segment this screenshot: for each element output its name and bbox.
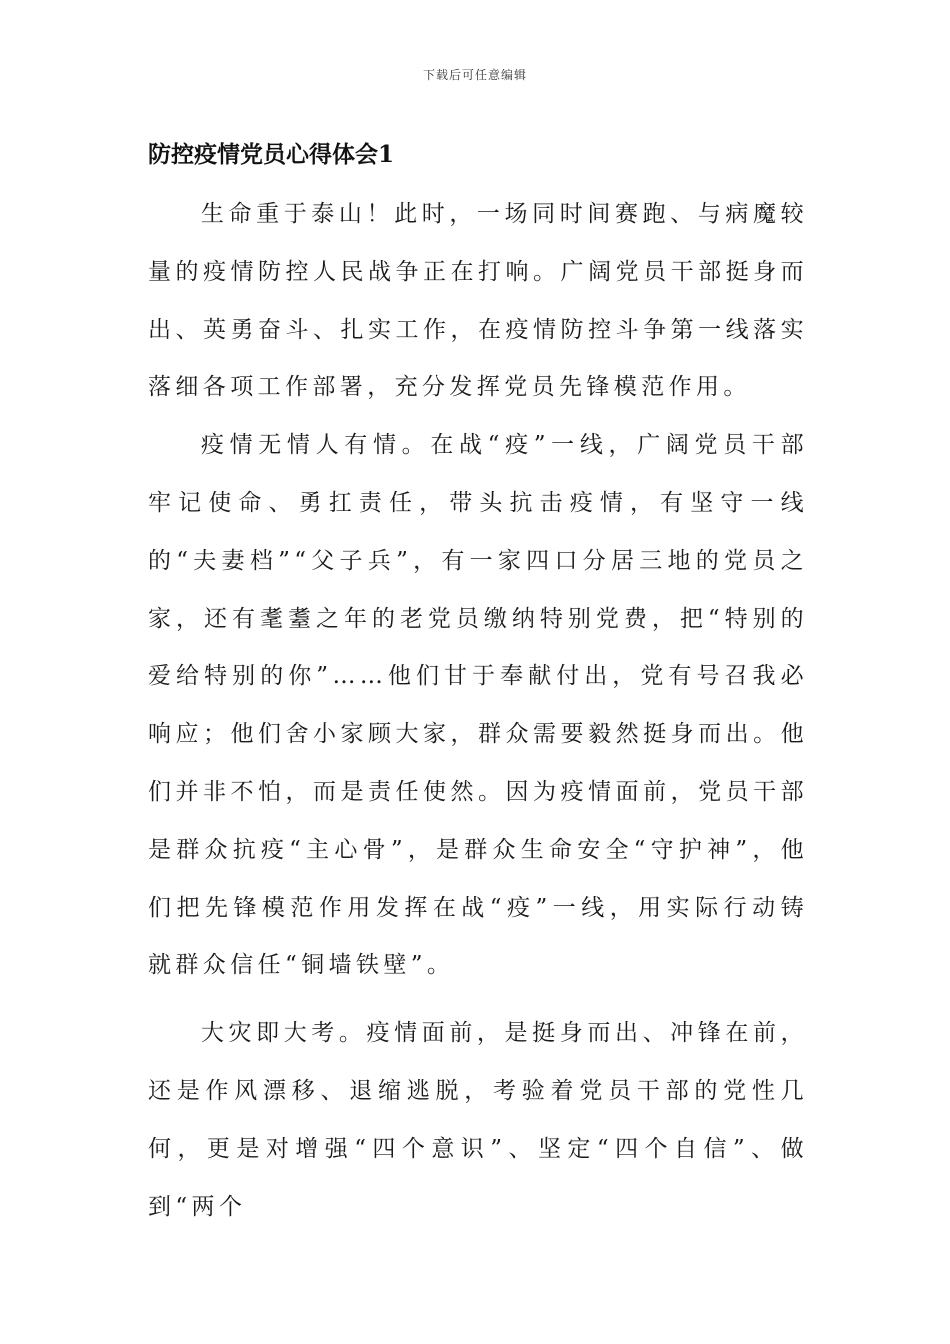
paragraph-3: 大灾即大考。疫情面前，是挺身而出、冲锋在前，还是作风漂移、退缩逃脱，考验着党员干部的党性几何，更是对增强“四个意识”、坚定“四个自信”、做到“两个 [148, 1020, 808, 1220]
paragraph-2: 疫情无情人有情。在战“疫”一线，广阔党员干部牢记使命、勇扛责任，带头抗击疫情，有坚守一线的“夫妻档”“父子兵”，有一家四口分居三地的党员之家，还有耄耋之年的老党员缴纳特别党费，把“特别的爱给特别的你”……他们甘于奉献付出，党有号召我必响应；他们舍小家顾大家，群众需要毅然挺身而出。他们并非不怕，而是责任使然。因为疫情面前，党员干部是群众抗疫“主心骨”，是群众生命安全“守护神”，他们把先锋模范作用发挥在战“疫”一线，用实际行动铸就群众信任“铜墙铁壁”。 [148, 432, 808, 979]
header-note: 下载后可任意编辑 [422, 68, 527, 82]
document-body [148, 186, 808, 1236]
document-title: 防控疫情党员心得体会1 [148, 141, 395, 168]
paragraph-1: 生命重于泰山！此时，一场同时间赛跑、与病魔较量的疫情防控人民战争正在打响。广阔党员干部挺身而出、英勇奋斗、扎实工作，在疫情防控斗争第一线落实落细各项工作部署，充分发挥党员先锋模范作用。 [148, 201, 808, 401]
